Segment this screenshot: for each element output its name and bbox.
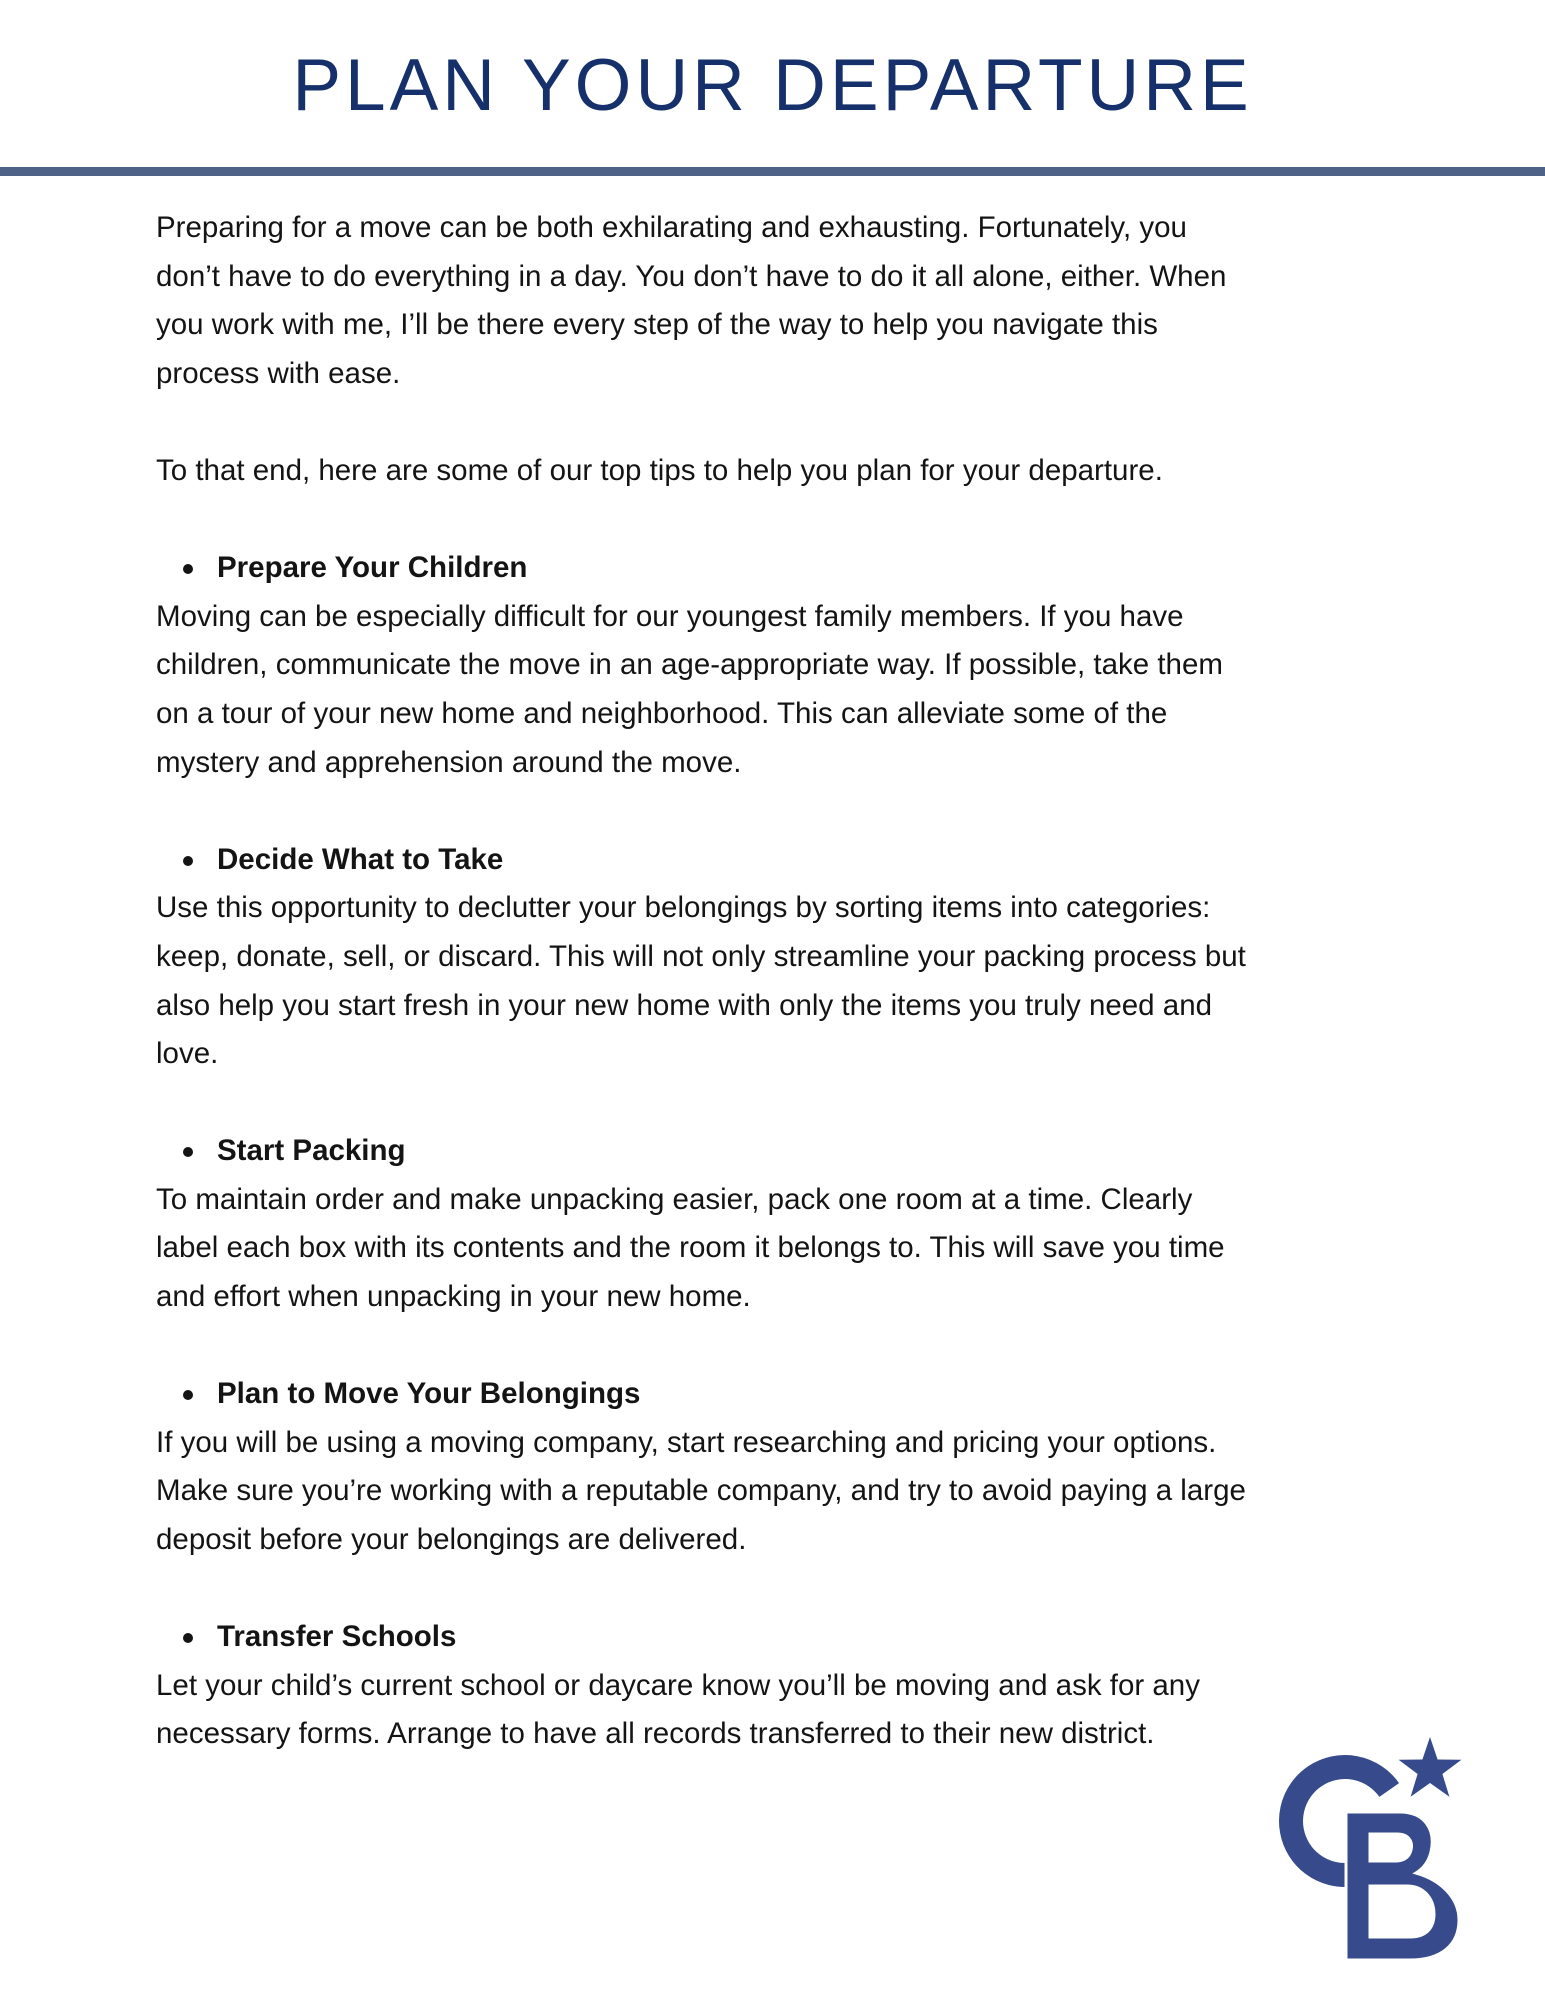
- tip-line: Let your child’s current school or daycare know you’ll be moving and ask for any: [156, 1668, 1200, 1702]
- spacer: [156, 1079, 1516, 1128]
- tip-line: necessary forms. Arrange to have all records transferred to their new district.: [156, 1717, 1155, 1751]
- tips-intro: To that end, here are some of our top tips to help you plan for your departure.: [156, 453, 1163, 487]
- intro-line: process with ease.: [156, 356, 401, 390]
- tip-heading-text: Prepare Your Children: [217, 551, 528, 585]
- tip-line: also help you start fresh in your new home with only the items you truly need and: [156, 988, 1213, 1022]
- tip-line: love.: [156, 1037, 219, 1071]
- title-divider: [0, 167, 1545, 176]
- bullet-icon: [183, 564, 193, 574]
- bullet-icon: [183, 856, 193, 866]
- tip-line: mystery and apprehension around the move.: [156, 745, 742, 779]
- tip-heading-text: Plan to Move Your Belongings: [217, 1377, 641, 1411]
- spacer: [156, 1322, 1516, 1371]
- tip-heading: [156, 1370, 1516, 1419]
- tip-heading: [156, 836, 1516, 885]
- document-body: [156, 204, 1516, 1759]
- logo-mark: [1291, 1737, 1461, 1960]
- tip-line: on a tour of your new home and neighborhood. This can alleviate some of the: [156, 696, 1168, 730]
- tip-heading: [156, 544, 1516, 593]
- tip-line: label each box with its contents and the room it belongs to. This will save you time: [156, 1231, 1225, 1265]
- spacer: [156, 496, 1516, 545]
- tip-line: keep, donate, sell, or discard. This will not only streamline your packing process but: [156, 939, 1246, 973]
- tip-line: children, communicate the move in an age-appropriate way. If possible, take them: [156, 648, 1223, 682]
- intro-line: you work with me, I’ll be there every step of the way to help you navigate this: [156, 308, 1158, 342]
- tip-heading: [156, 1127, 1516, 1176]
- tip-section-decide-what-to-take: [156, 836, 1516, 1079]
- star-icon: [1399, 1737, 1462, 1797]
- intro-line: don’t have to do everything in a day. You don’t have to do it all alone, either. When: [156, 259, 1227, 293]
- page-title: PLAN YOUR DEPARTURE: [292, 45, 1253, 126]
- tip-line: If you will be using a moving company, start researching and pricing your options.: [156, 1425, 1217, 1459]
- logo-b-icon: [1346, 1812, 1459, 1960]
- tip-heading-text: Decide What to Take: [217, 842, 504, 876]
- tip-section-plan-move-belongings: [156, 1370, 1516, 1564]
- tip-line: To maintain order and make unpacking easier, pack one room at a time. Clearly: [156, 1182, 1193, 1216]
- bullet-icon: [183, 1147, 193, 1157]
- tip-heading-text: Transfer Schools: [217, 1620, 457, 1654]
- spacer: [156, 787, 1516, 836]
- tip-line: deposit before your belongings are delivered.: [156, 1523, 747, 1557]
- bullet-icon: [183, 1390, 193, 1400]
- intro-line: Preparing for a move can be both exhilarating and exhausting. Fortunately, you: [156, 211, 1187, 244]
- tip-section-prepare-children: [156, 544, 1516, 787]
- spacer: [156, 1565, 1516, 1614]
- tip-section-start-packing: [156, 1127, 1516, 1321]
- tip-line: Moving can be especially difficult for our youngest family members. If you have: [156, 599, 1184, 633]
- tip-line: Use this opportunity to declutter your belongings by sorting items into categories:: [156, 891, 1211, 925]
- tip-line: Make sure you’re working with a reputable company, and try to avoid paying a large: [156, 1474, 1246, 1508]
- tip-heading-text: Start Packing: [217, 1134, 406, 1168]
- intro-paragraph: [156, 204, 1516, 398]
- bullet-icon: [183, 1633, 193, 1643]
- tip-line: and effort when unpacking in your new home.: [156, 1280, 751, 1314]
- cb-logo: [1270, 1730, 1470, 1960]
- spacer: [156, 398, 1516, 447]
- tip-heading: [156, 1613, 1516, 1662]
